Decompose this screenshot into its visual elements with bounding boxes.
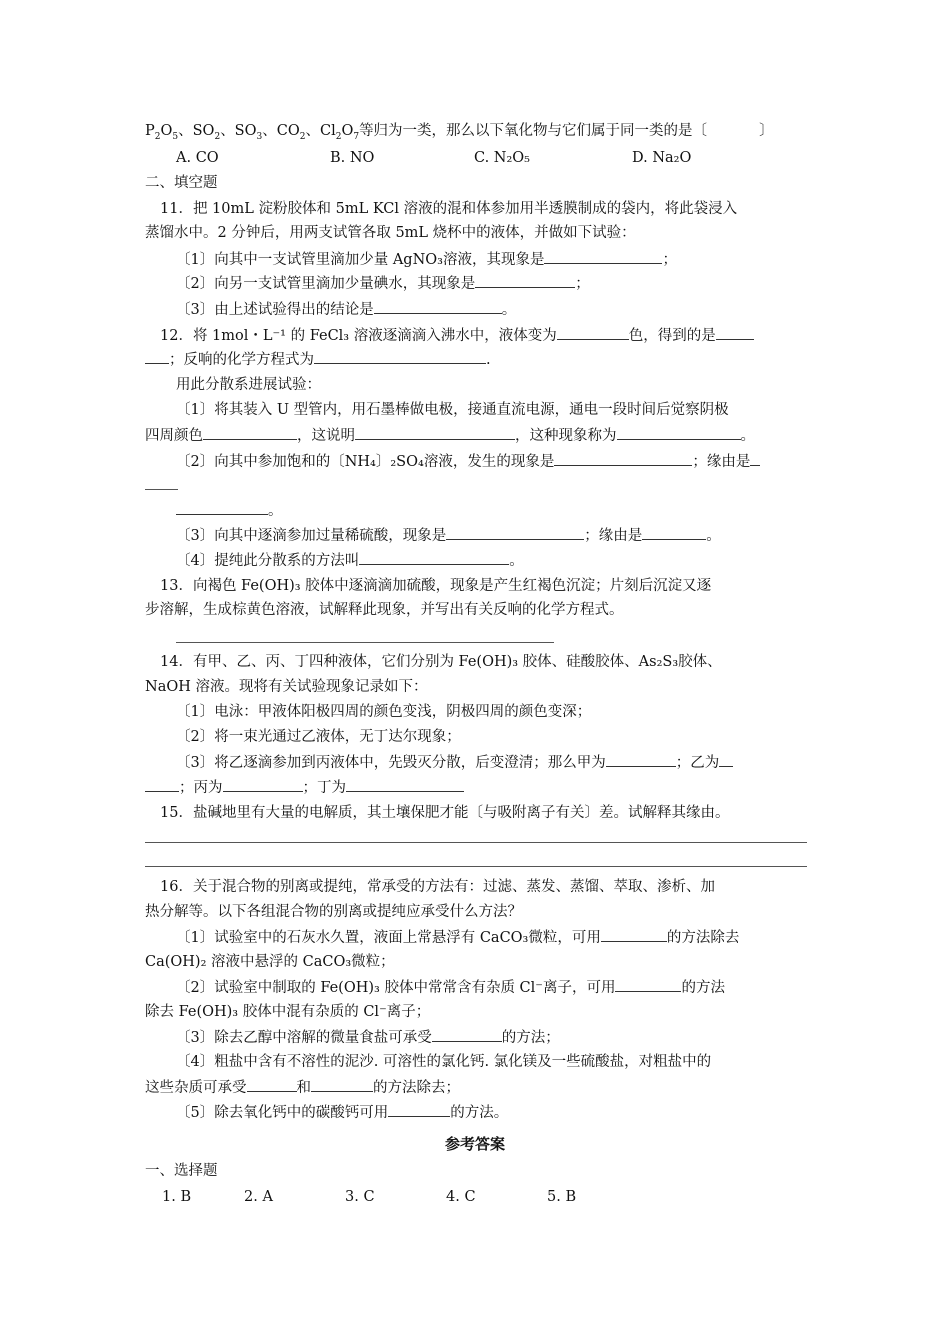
answer-blank	[554, 451, 692, 466]
answer-blank	[617, 425, 741, 440]
answer-item-5: 5. B	[547, 1189, 577, 1205]
q16-sub1-line2: Ca(OH)₂ 溶液中悬浮的 CaCO₃微粒；	[145, 954, 395, 970]
q12-sub1-line2: 四周颜色 ，这说明 ，这种现象称为 。	[145, 425, 755, 446]
q14-sub3-line1: 〔3〕将乙逐滴参加到丙液体中，先毁灭分散，后变澄清；那么甲为 ；乙为	[176, 752, 733, 773]
answer-blank	[374, 299, 502, 314]
q13-line2: 步溶解，生成棕黄色溶液，试解释此现象，并写出有关反响的化学方程式。	[145, 602, 624, 618]
q14-line1: 14．有甲、乙、丙、丁四种液体，它们分别为 Fe(OH)₃ 胶体、硅酸胶体、As₂S₃胶体、	[160, 654, 722, 670]
answer-blank	[388, 1102, 450, 1117]
q10-stem: $P_2O_5$、$SO_2$、$SO_3$、$CO_2$、$Cl_2O_7$等归为一类，那么以下氧化物与它们属于同一类的是〔 〕	[145, 123, 774, 142]
q14-sub2: 〔2〕将一束光通过乙液体，无丁达尔现象；	[176, 729, 461, 745]
q10-option-b: B. NO	[330, 150, 375, 166]
q11-line2: 蒸馏水中。2 分钟后，用两支试管各取 5mL 烧杯中的液体，并做如下试验：	[145, 225, 636, 241]
answer-blank	[223, 777, 303, 792]
answer-blank	[475, 273, 575, 288]
q10-option-d: D. Na₂O	[632, 150, 692, 166]
q15-answer-line-2	[145, 866, 807, 867]
q16-sub2-line2: 除去 Fe(OH)₃ 胶体中混有杂质的 Cl⁻离子；	[145, 1004, 431, 1020]
q12-line1: 12．将 1mol・L⁻¹ 的 FeCl₃ 溶液逐滴滴入沸水中，液体变为 色，得到的是	[160, 325, 754, 346]
answer-blank	[544, 249, 662, 264]
answer-blank-continued	[145, 489, 178, 490]
answer-blank	[247, 1077, 297, 1092]
q16-sub4-line1: 〔4〕粗盐中含有不溶性的泥沙. 可溶性的氯化钙. 氯化镁及一些硫酸盐，对粗盐中的	[176, 1054, 712, 1070]
answer-blank	[145, 777, 179, 792]
answer-blank	[606, 752, 676, 767]
q12-sub3: 〔3〕向其中逐滴参加过量稀硫酸，现象是 ；缘由是 。	[176, 525, 721, 546]
answer-blank	[346, 777, 464, 792]
q16-sub1-line1: 〔1〕试验室中的石灰水久置，液面上常悬浮有 CaCO₃微粒，可用 的方法除去	[176, 927, 739, 948]
q12-sub4: 〔4〕提纯此分散系的方法叫 。	[176, 550, 524, 571]
answer-blank	[203, 425, 297, 440]
answer-item-2: 2. A	[244, 1189, 273, 1205]
q14-sub3-line2: ；丙为 ；丁为	[145, 777, 464, 798]
q13-line1: 13．向褐色 Fe(OH)₃ 胶体中逐滴滴加硫酸，现象是产生红褐色沉淀；片刻后沉淀又逐	[160, 578, 712, 594]
q12-line2: ；反响的化学方程式为 .	[145, 349, 491, 370]
q16-sub2-line1: 〔2〕试验室中制取的 Fe(OH)₃ 胶体中常常含有杂质 Cl⁻离子，可用 的方法	[176, 977, 725, 998]
answer-blank	[601, 927, 667, 942]
answer-blank	[557, 325, 629, 340]
section-title-fill-in: 二、填空题	[145, 175, 218, 191]
q11-sub1: 〔1〕向其中一支试管里滴加少量 AgNO₃溶液，其现象是 ；	[176, 249, 677, 270]
q12-sub1-line1: 〔1〕将其装入 U 型管内，用石墨棒做电极，接通直流电源，通电一段时间后觉察阴极	[176, 402, 729, 418]
answer-blank	[176, 500, 268, 515]
q15-answer-line-1	[145, 842, 807, 843]
answer-blank	[359, 550, 509, 565]
answer-blank	[615, 977, 681, 992]
answer-blank	[719, 752, 733, 767]
answers-title: 参考答案	[444, 1135, 505, 1153]
answers-section-1: 一、选择题	[145, 1163, 218, 1179]
q14-line2: NaOH 溶液。现将有关试验现象记录如下：	[145, 679, 428, 695]
answer-blank	[145, 349, 169, 364]
answer-item-3: 3. C	[345, 1189, 375, 1205]
q16-line1: 16．关于混合物的别离或提纯，常承受的方法有：过滤、蒸发、蒸馏、萃取、渗析、加	[160, 879, 715, 895]
answer-item-4: 4. C	[446, 1189, 476, 1205]
answer-blank	[314, 349, 486, 364]
q15-line1: 15．盐碱地里有大量的电解质，其土壤保肥才能〔与吸附离子有关〕差。试解释其缘由。	[160, 805, 730, 821]
q13-answer-line	[176, 642, 554, 643]
q11-line1: 11．把 10mL 淀粉胶体和 5mL KCl 溶液的混和体参加用半透膜制成的袋内，将此袋浸入	[160, 201, 738, 217]
answer-blank	[642, 525, 706, 540]
q16-sub3: 〔3〕除去乙醇中溶解的微量食盐可承受 的方法；	[176, 1027, 560, 1048]
q11-sub2: 〔2〕向另一支试管里滴加少量碘水，其现象是 ；	[176, 273, 590, 294]
answer-blank	[716, 325, 754, 340]
q11-sub3: 〔3〕由上述试验得出的结论是 。	[176, 299, 516, 320]
q12-sub2-line2: 。	[176, 500, 283, 521]
q14-sub1: 〔1〕电泳：甲液体阳极四周的颜色变浅，阴极四周的颜色变深；	[176, 704, 592, 720]
answer-blank	[355, 425, 515, 440]
q16-sub5: 〔5〕除去氧化钙中的碳酸钙可用 的方法。	[176, 1102, 508, 1123]
q12-intro: 用此分散系进展试验：	[176, 377, 321, 393]
q12-sub2-line1: 〔2〕向其中参加饱和的〔NH₄〕₂SO₄溶液，发生的现象是 ；缘由是	[176, 451, 760, 472]
answer-blank	[750, 451, 760, 466]
q16-line2: 热分解等。以下各组混合物的别离或提纯应承受什么方法？	[145, 904, 522, 920]
answer-blank	[432, 1027, 502, 1042]
answer-item-1: 1. B	[162, 1189, 192, 1205]
q16-sub4-line2: 这些杂质可承受 和 的方法除去；	[145, 1077, 460, 1098]
q10-option-a: A. CO	[176, 150, 219, 166]
answer-blank	[446, 525, 584, 540]
q10-option-c: C. N₂O₅	[474, 150, 530, 166]
answer-blank	[311, 1077, 373, 1092]
